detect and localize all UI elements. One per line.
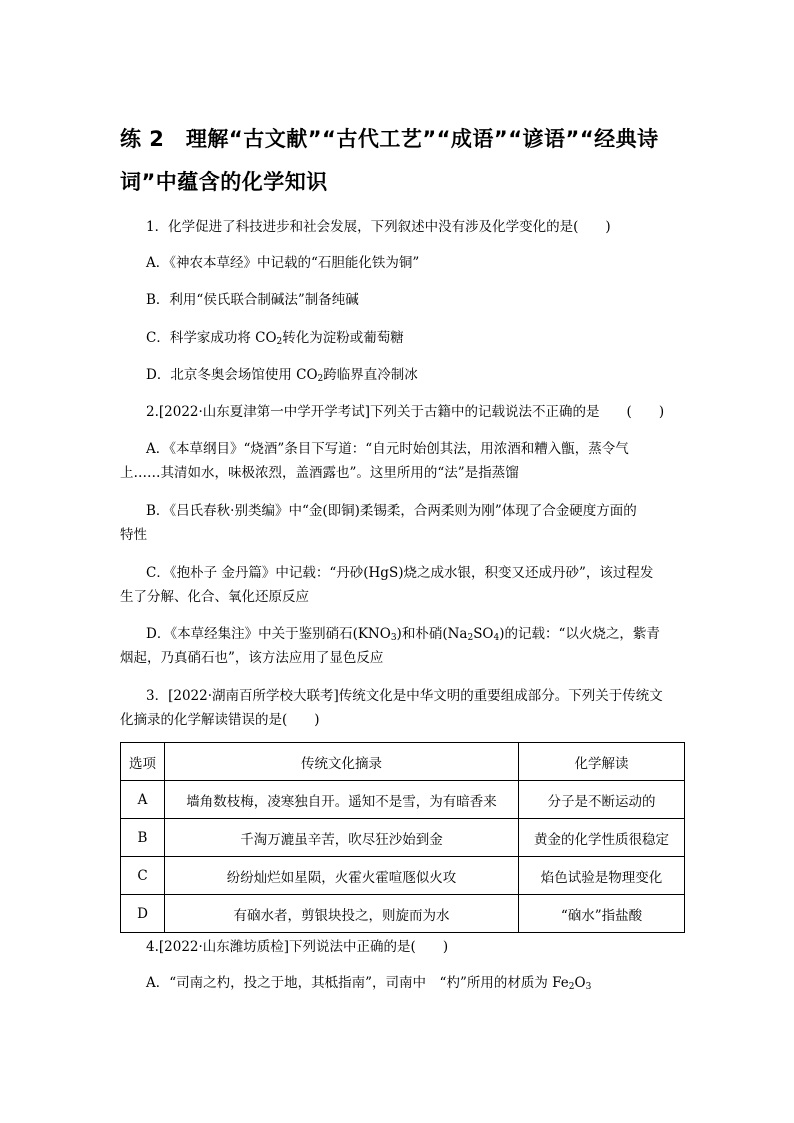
question-1-option-d: D．北京冬奥会场馆使用 $CO_2$跨临界直冷制冰 <box>146 367 418 384</box>
question-3-stem-line1: 3．[2022·湖南百所学校大联考]传统文化是中华文明的重要组成部分。下列关于传统文 <box>146 688 663 704</box>
question-1-option-a: A．《神农本草经》中记载的“石胆能化铁为铜” <box>146 255 420 271</box>
table-cell: 黄金的化学性质很稳定 <box>519 819 685 857</box>
question-2-option-c-line2: 生了分解、化合、氧化还原反应 <box>120 589 309 605</box>
question-3-table <box>120 742 685 933</box>
header-interpretation: 化学解读 <box>519 743 685 781</box>
table-cell: “硇水”指盐酸 <box>519 895 685 933</box>
question-2-option-a-line2: 上……其清如水，味极浓烈，盖酒露也”。这里所用的“法”是指蒸馏 <box>120 465 519 481</box>
table-row <box>121 857 685 895</box>
table-row <box>121 781 685 819</box>
question-2-option-a-line1: A．《本草纲目》“烧酒”条目下写道：“自元时始创其法，用浓酒和糟入甑，蒸令气 <box>146 441 629 457</box>
question-4-stem: 4.[2022·山东潍坊质检]下列说法中正确的是( ) <box>146 939 449 955</box>
question-2-option-c-line1: C．《抱朴子 金丹篇》中记载：“丹砂(HgS)烧之成水银，积变又还成丹砂”，该过程发 <box>146 565 654 581</box>
table-cell: C <box>121 857 165 895</box>
question-2-stem: 2.[2022·山东夏津第一中学开学考试]下列关于古籍中的记载说法不正确的是 ( ) <box>146 404 665 420</box>
page-title: 练 2 理解“古文献”“古代工艺”“成语”“谚语”“经典诗词”中蕴含的化学知识 <box>120 127 659 194</box>
question-4-option-a: A．“司南之杓，投之于地，其柢指南”，司南中 “杓”所用的材质为 $Fe_2O_3$ <box>146 975 592 992</box>
question-3-stem-line2: 化摘录的化学解读错误的是( ) <box>120 712 320 728</box>
table-cell: 焰色试验是物理变化 <box>519 857 685 895</box>
question-1-option-b: B．利用“侯氏联合制碱法”制备纯碱 <box>146 292 359 308</box>
question-1-stem: 1．化学促进了科技进步和社会发展，下列叙述中没有涉及化学变化的是( ) <box>146 219 611 235</box>
table-row <box>121 895 685 933</box>
table-cell: 有硇水者，剪银块投之，则旋而为水 <box>165 895 519 933</box>
header-option: 选项 <box>121 743 165 781</box>
question-2-option-b-line2: 特性 <box>120 527 147 543</box>
table-cell: 千淘万漉虽辛苦，吹尽狂沙始到金 <box>165 819 519 857</box>
question-2-option-d-line2: 烟起，乃真硝石也”，该方法应用了显色反应 <box>120 650 384 666</box>
table-header-row <box>121 743 685 781</box>
question-1-option-c: C．科学家成功将 $CO_2$转化为淀粉或葡萄糖 <box>146 330 404 347</box>
table-cell: D <box>121 895 165 933</box>
table-cell: B <box>121 819 165 857</box>
table-cell: 墙角数枝梅，凌寒独自开。遥知不是雪，为有暗香来 <box>165 781 519 819</box>
table-cell: 分子是不断运动的 <box>519 781 685 819</box>
table-cell: A <box>121 781 165 819</box>
table-cell: 纷纷灿烂如星陨，火霍火霍喧豗似火攻 <box>165 857 519 895</box>
table-row <box>121 819 685 857</box>
question-2-option-d-line1: D．《本草经集注》中关于鉴别硝石$(KNO_3)$和朴硝$(Na_2SO_4)$的记载：“以火烧之，紫青 <box>146 626 660 643</box>
header-excerpt: 传统文化摘录 <box>165 743 519 781</box>
question-2-option-b-line1: B．《吕氏春秋·别类编》中“金(即铜)柔锡柔，合两柔则为刚”体现了合金硬度方面的 <box>146 503 637 519</box>
